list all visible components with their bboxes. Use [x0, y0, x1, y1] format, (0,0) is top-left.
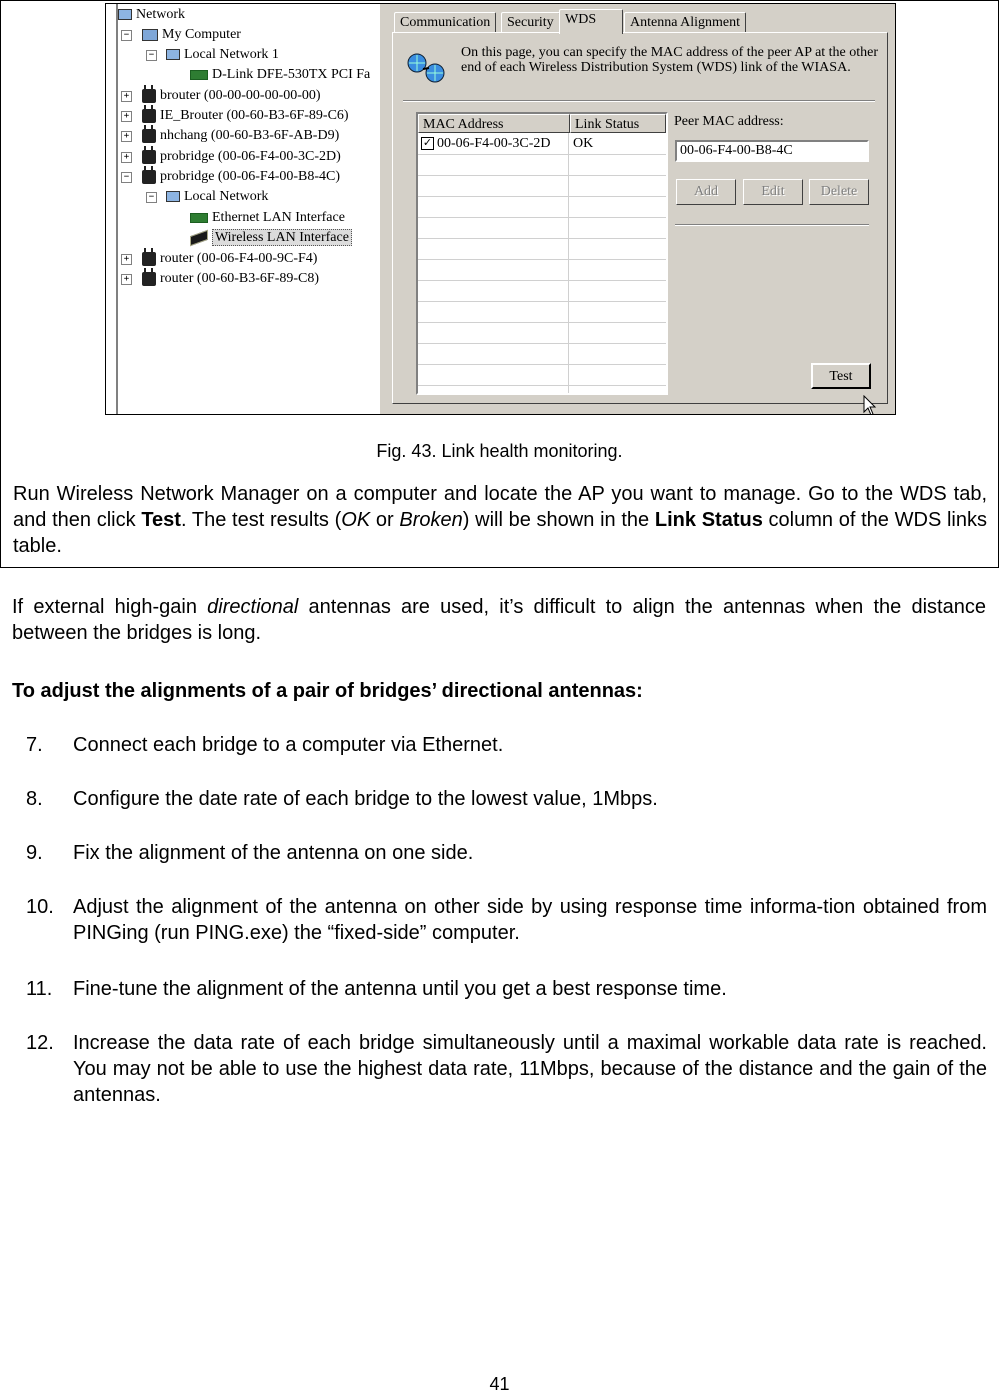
screenshot	[105, 3, 896, 415]
tree-item-my-computer[interactable]: My Computer	[142, 25, 241, 44]
step-number: 8.	[26, 788, 43, 810]
checkbox-checked-icon[interactable]: ✓	[422, 136, 433, 150]
table-row[interactable]: ✓ 00-06-F4-00-3C-2D	[422, 136, 551, 151]
expand-toggle[interactable]: +	[121, 111, 132, 122]
delete-button[interactable]: Delete	[809, 179, 869, 205]
step-text: Configure the date rate of each bridge to the lowest value, 1Mbps.	[73, 788, 658, 810]
network-card-icon	[190, 70, 208, 80]
tree-item-local-network[interactable]: Local Network	[166, 187, 268, 206]
column-header-link-status[interactable]: Link Status	[570, 114, 666, 133]
network-tree	[106, 4, 380, 414]
wireless-card-icon	[190, 230, 208, 247]
tree-item-network[interactable]: Network	[118, 5, 185, 24]
expand-toggle[interactable]: +	[121, 274, 132, 285]
edit-button[interactable]: Edit	[743, 179, 803, 205]
tree-item-router[interactable]: router (00-06-F4-00-9C-F4)	[142, 249, 317, 268]
divider	[403, 100, 875, 102]
figure-paragraph: Run Wireless Network Manager on a computer and locate the AP you want to manage. Go to the WDS tab, and then click Test. The test results (OK or Broken) will be shown in the Link Status column of the WDS links table.	[13, 483, 987, 557]
tree-item-router[interactable]: brouter (00-00-00-00-00-00)	[142, 86, 321, 105]
wds-panel	[392, 32, 888, 404]
tab-security[interactable]: Security	[501, 12, 560, 33]
mouse-cursor-icon	[863, 395, 877, 415]
row-divider	[418, 385, 666, 386]
tree-item-dlink-card[interactable]: D-Link DFE-530TX PCI Fa	[190, 65, 370, 84]
wds-link-icon	[405, 51, 447, 87]
page-number: 41	[489, 1374, 510, 1394]
peer-mac-label: Peer MAC address:	[674, 114, 784, 129]
step-number: 12.	[26, 1032, 54, 1054]
expand-toggle[interactable]: +	[121, 254, 132, 265]
tab-antenna-alignment[interactable]: Antenna Alignment	[624, 12, 746, 33]
add-button[interactable]: Add	[676, 179, 736, 205]
row-divider	[418, 259, 666, 260]
collapse-toggle[interactable]: −	[146, 50, 157, 61]
step-text: Connect each bridge to a computer via Ethernet.	[73, 734, 504, 756]
peer-mac-input[interactable]: 00-06-F4-00-B8-4C	[675, 140, 869, 162]
router-icon	[142, 129, 156, 143]
procedure-heading: To adjust the alignments of a pair of bridges’ directional antennas:	[12, 680, 643, 702]
row-divider	[418, 217, 666, 218]
wds-description: On this page, you can specify the MAC address of the peer AP at the other end of each Wireless Distribution System (WDS) link of the WIASA.	[461, 45, 879, 75]
step-number: 10.	[26, 896, 54, 918]
row-divider	[418, 154, 666, 155]
router-icon	[142, 272, 156, 286]
tab-communication[interactable]: Communication	[394, 12, 496, 33]
row-divider	[418, 322, 666, 323]
collapse-toggle[interactable]: −	[121, 172, 132, 183]
router-icon	[142, 150, 156, 164]
step-text: Fine-tune the alignment of the antenna until you get a best response time.	[73, 978, 727, 1000]
link-status-cell: OK	[573, 136, 594, 151]
row-divider	[418, 280, 666, 281]
router-icon	[142, 170, 156, 184]
row-divider	[418, 196, 666, 197]
test-button[interactable]: Test	[811, 363, 871, 389]
tree-item-ethernet[interactable]: Ethernet LAN Interface	[190, 208, 345, 227]
step-text: Increase the data rate of each bridge simultaneously until a maximal workable data rate is reached. You may not be able to use the highest data rate, 11Mbps, because of the distance and the gain of the antennas.	[73, 1032, 987, 1106]
tree-item-wireless[interactable]: Wireless LAN Interface	[190, 228, 352, 247]
expand-toggle[interactable]: +	[121, 131, 132, 142]
tree-item-router[interactable]: probridge (00-06-F4-00-3C-2D)	[142, 147, 341, 166]
router-icon	[142, 89, 156, 103]
intro-paragraph: If external high-gain directional antennas are used, it’s difficult to align the antennas when the distance between the bridges is long.	[12, 596, 986, 644]
network-icon	[166, 49, 180, 60]
tree-item-router[interactable]: IE_Brouter (00-60-B3-6F-89-C6)	[142, 106, 349, 125]
tree-item-local-network-1[interactable]: Local Network 1	[166, 45, 279, 64]
network-card-icon	[190, 213, 208, 223]
step-number: 7.	[26, 734, 43, 756]
tree-item-router[interactable]: probridge (00-06-F4-00-B8-4C)	[142, 167, 340, 186]
figure-caption: Fig. 43. Link health monitoring.	[376, 441, 623, 461]
expand-toggle[interactable]: +	[121, 152, 132, 163]
computer-icon	[142, 29, 158, 41]
step-number: 11.	[26, 978, 53, 1000]
figure-box	[0, 0, 999, 568]
step-number: 9.	[26, 842, 43, 864]
tree-item-router[interactable]: router (00-60-B3-6F-89-C8)	[142, 269, 319, 288]
router-icon	[142, 109, 156, 123]
tree-item-router[interactable]: nhchang (00-60-B3-6F-AB-D9)	[142, 126, 339, 145]
column-divider	[568, 133, 569, 393]
tree-scroll-edge	[116, 4, 118, 414]
collapse-toggle[interactable]: −	[146, 192, 157, 203]
network-icon	[118, 9, 132, 20]
router-icon	[142, 252, 156, 266]
row-divider	[418, 343, 666, 344]
row-divider	[418, 175, 666, 176]
tab-wds[interactable]: WDS	[559, 9, 623, 34]
row-divider	[418, 364, 666, 365]
properties-dialog	[380, 4, 895, 414]
expand-toggle[interactable]: +	[121, 91, 132, 102]
divider	[675, 224, 869, 226]
row-divider	[418, 238, 666, 239]
step-text: Fix the alignment of the antenna on one side.	[73, 842, 474, 864]
network-icon	[166, 191, 180, 202]
wds-links-table	[416, 112, 668, 395]
step-text: Adjust the alignment of the antenna on other side by using response time informa-tion obtained from PINGing (run PING.exe) the “fixed-side” computer.	[73, 896, 987, 944]
collapse-toggle[interactable]: −	[121, 30, 132, 41]
column-header-mac[interactable]: MAC Address	[418, 114, 570, 133]
row-divider	[418, 301, 666, 302]
